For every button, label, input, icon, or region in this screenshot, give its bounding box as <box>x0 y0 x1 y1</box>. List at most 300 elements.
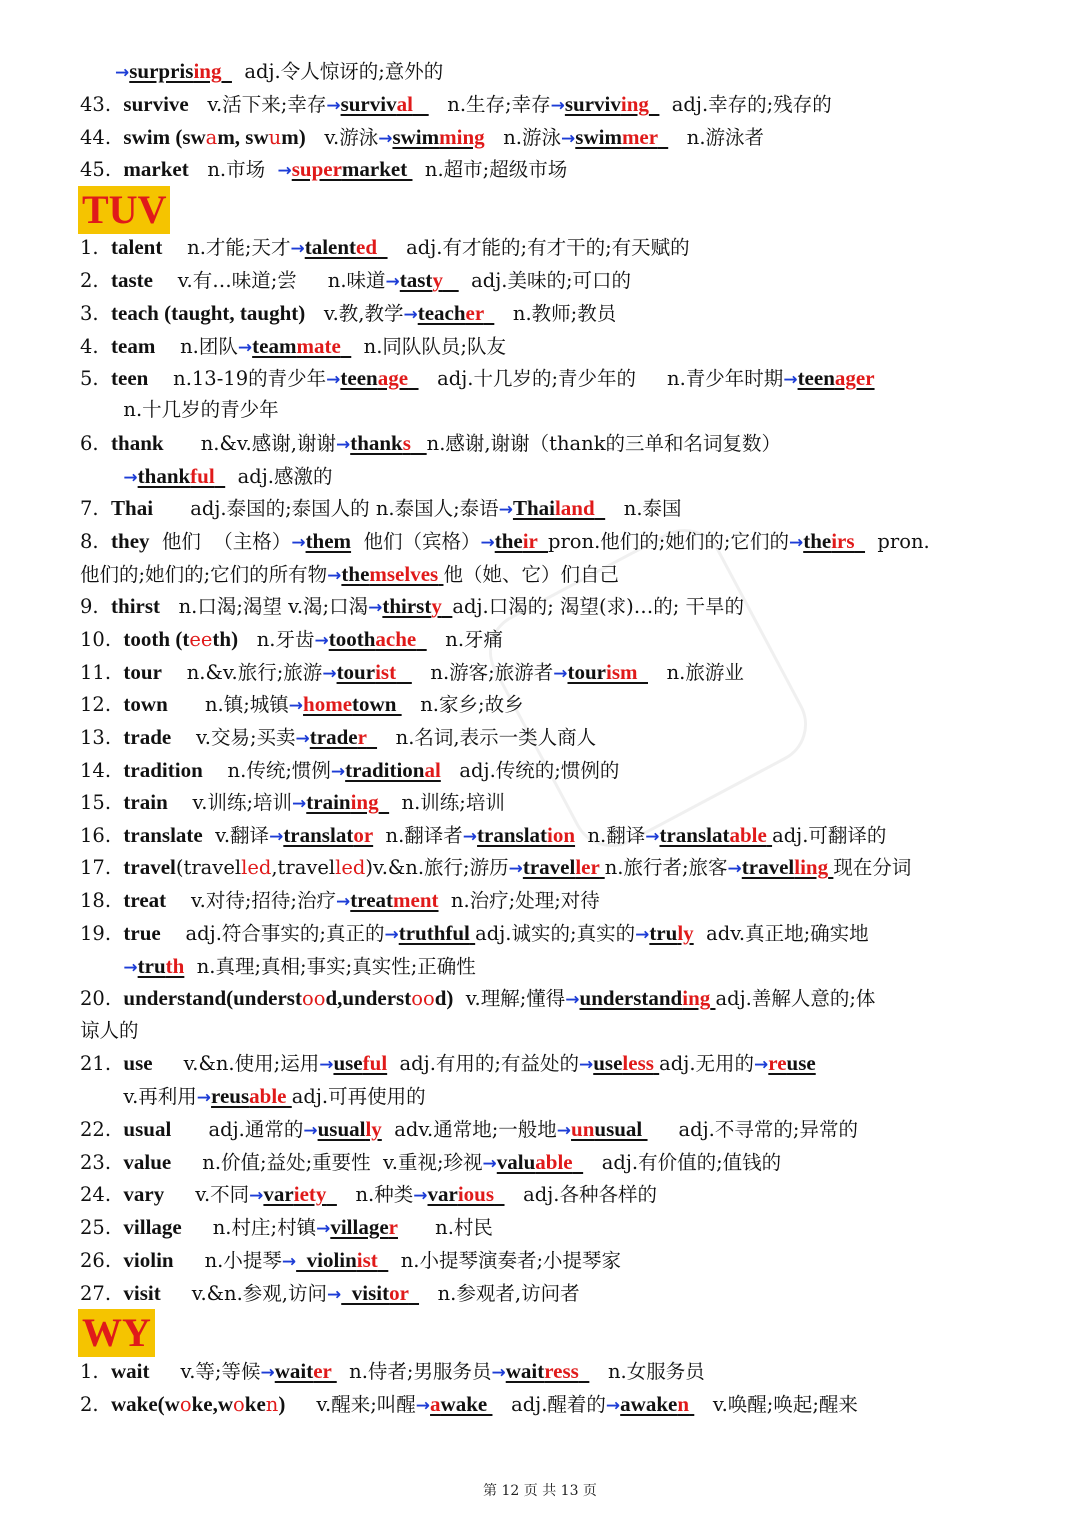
vocab-line <box>0 754 1080 786</box>
vocab-text: adj.感激的 <box>225 465 333 488</box>
vocab-text: ed <box>356 235 378 259</box>
vocab-text: th <box>165 954 185 978</box>
vocab-text: teen <box>340 366 378 390</box>
vocab-text: adj.通常的 <box>171 1118 304 1141</box>
vocab-text: team <box>252 334 297 358</box>
vocab-text: n.家乡;故乡 <box>401 693 524 716</box>
vocab-line <box>0 1080 1080 1112</box>
vocab-text: violin <box>296 1248 357 1272</box>
vocab-line <box>0 297 1080 329</box>
arrow-icon: → <box>550 96 565 116</box>
vocab-text: 16. <box>80 824 124 847</box>
vocab-text: adv.真正地;确实地 <box>693 922 869 945</box>
vocab-text: n.村庄;村镇 <box>181 1216 317 1239</box>
vocab-text: n.十几岁的青少年 <box>80 398 279 421</box>
vocab-text: v.教,教学 <box>305 302 404 325</box>
vocab-text <box>377 235 388 259</box>
vocab-text: 7. <box>80 497 112 520</box>
vocab-text <box>413 92 429 116</box>
vocab-text: al <box>424 758 441 782</box>
vocab-text: n.同队队员;队友 <box>351 335 506 358</box>
vocab-text: wake(w <box>111 1392 180 1416</box>
vocab-text: ress <box>544 1359 579 1383</box>
vocab-text: n.村民 <box>397 1216 493 1239</box>
arrow-icon: → <box>322 664 337 684</box>
vocab-text: thank <box>137 464 191 488</box>
vocab-text <box>649 92 660 116</box>
vocab-text: r <box>388 1215 398 1239</box>
vocab-text: n.感谢,谢谢（thank的三单和名词复数） <box>426 432 782 455</box>
vocab-text: truthful <box>398 921 470 945</box>
vocab-text: market <box>341 157 413 181</box>
vocab-text: teach (taught, taught) <box>111 301 306 325</box>
vocab-line <box>0 1178 1080 1210</box>
vocab-line <box>0 590 1080 622</box>
vocab-text <box>367 725 378 749</box>
vocab-text: n.口渴;渴望 v.渴;口渴 <box>160 595 369 618</box>
vocab-text <box>378 1248 389 1272</box>
vocab-text: n.13-19的青少年 <box>148 367 327 390</box>
vocab-text: town <box>123 692 168 716</box>
vocab-text: wait <box>274 1359 314 1383</box>
vocab-text: v.训练;培训 <box>167 791 293 814</box>
vocab-text: they <box>111 529 150 553</box>
vocab-text: n.翻译 <box>575 824 646 847</box>
vocab-text: wake <box>440 1392 493 1416</box>
arrow-icon: → <box>462 827 478 847</box>
vocab-text: v.交易;买卖 <box>171 726 296 749</box>
vocab-text: a <box>430 1392 441 1416</box>
vocab-text: 20. <box>80 987 124 1010</box>
vocab-text: Thai <box>512 496 555 520</box>
arrow-icon: → <box>754 1055 769 1075</box>
vocab-text: d,underst <box>325 986 412 1010</box>
vocab-text: 19. <box>80 922 124 945</box>
arrow-icon: → <box>288 696 304 716</box>
vocab-text: 26. <box>80 1249 124 1272</box>
vocab-text: tru <box>137 954 166 978</box>
vocab-line <box>0 1211 1080 1243</box>
vocab-text: ful <box>190 464 215 488</box>
vocab-text: n.生存;幸存 <box>428 93 551 116</box>
vocab-text: tooth (t <box>123 627 190 651</box>
vocab-text: irs <box>831 529 855 553</box>
vocab-text: 谅人的 <box>80 1019 139 1042</box>
section-header-wy: WY <box>78 1309 155 1357</box>
vocab-text: n.真理;真相;事实;真实性;正确性 <box>184 955 476 978</box>
vocab-text: home <box>303 692 353 716</box>
vocab-line <box>0 231 1080 263</box>
page-footer <box>0 1480 1080 1500</box>
vocab-text: 15. <box>80 791 124 814</box>
vocab-text: n.&v.感谢,谢谢 <box>163 432 336 455</box>
vocab-line <box>0 1244 1080 1276</box>
vocab-text: n.教师;教员 <box>494 302 617 325</box>
vocab-text: the <box>341 562 370 586</box>
vocab-text: n.女服务员 <box>589 1360 705 1383</box>
vocab-line <box>0 427 1080 459</box>
arrow-icon: → <box>314 631 329 651</box>
vocab-text: use <box>333 1051 363 1075</box>
vocab-text: n.游泳者 <box>668 126 765 149</box>
arrow-icon: → <box>319 1055 334 1075</box>
vocab-line <box>0 656 1080 688</box>
vocab-text: adj.可翻译的 <box>772 824 887 847</box>
vocab-text: travel <box>123 855 176 879</box>
vocab-text: translate <box>123 823 203 847</box>
vocab-text: n.泰国 <box>605 497 682 520</box>
vocab-text: o <box>233 1393 245 1416</box>
arrow-icon: → <box>378 129 393 149</box>
vocab-text: led <box>241 856 272 879</box>
vocab-text: adj.令人惊讶的;意外的 <box>231 60 444 83</box>
vocab-text: surpris <box>129 59 194 83</box>
vocab-text <box>215 464 226 488</box>
arrow-icon: → <box>335 435 351 455</box>
vocab-line <box>0 330 1080 362</box>
vocab-text: 2. <box>80 1393 112 1416</box>
vocab-text: ke <box>244 1392 266 1416</box>
vocab-text <box>658 125 669 149</box>
vocab-text: thank <box>111 431 164 455</box>
vocab-text: ing <box>350 790 379 814</box>
vocab-text: town <box>352 692 402 716</box>
vocab-text: adj.有价值的;值钱的 <box>583 1151 782 1174</box>
vocab-text: n.治疗;处理;对待 <box>438 889 600 912</box>
vocab-text: ,travel <box>271 856 336 879</box>
vocab-text: swim (sw <box>123 125 206 149</box>
vocab-line <box>0 721 1080 753</box>
vocab-text: u <box>268 126 282 149</box>
vocab-text: 2. <box>80 269 112 292</box>
arrow-icon: → <box>384 925 399 945</box>
vocab-text: led <box>335 856 366 879</box>
vocab-line <box>0 460 1080 492</box>
vocab-line <box>0 1355 1080 1387</box>
vocab-text: er <box>465 301 484 325</box>
vocab-line <box>0 121 1080 153</box>
vocab-text: n.牙齿 <box>238 628 315 651</box>
vocab-text: tour <box>567 660 606 684</box>
vocab-text: ache <box>375 627 417 651</box>
vocab-text: 1. <box>80 236 112 259</box>
vocab-text: 他（她、它）们自己 <box>443 563 619 586</box>
vocab-text: ment <box>393 888 439 912</box>
vocab-text: ler <box>575 855 600 879</box>
vocab-text: a <box>205 126 218 149</box>
vocab-text: land <box>554 496 595 520</box>
vocab-text: teach <box>417 301 466 325</box>
vocab-text: v.有…味道;尝 n.味道 <box>153 269 386 292</box>
arrow-icon: → <box>277 161 292 181</box>
vocab-text: oo <box>301 987 326 1010</box>
vocab-text <box>80 465 123 488</box>
vocab-text: violin <box>123 1248 174 1272</box>
vocab-text: travel <box>522 855 576 879</box>
vocab-text: swim <box>575 125 622 149</box>
vocab-text: var <box>427 1182 458 1206</box>
vocab-line <box>0 362 1080 394</box>
vocab-text <box>326 1182 337 1206</box>
vocab-text: n <box>677 1392 690 1416</box>
arrow-icon: → <box>561 129 576 149</box>
vocab-text: 27. <box>80 1282 124 1305</box>
vocab-text: ) <box>278 1392 286 1416</box>
vocab-text <box>411 431 427 455</box>
vocab-text <box>443 268 459 292</box>
arrow-icon: → <box>316 1219 331 1239</box>
vocab-line <box>0 1015 1080 1047</box>
vocab-text: oo <box>411 987 435 1010</box>
vocab-text: 25. <box>80 1216 124 1239</box>
vocab-text: 22. <box>80 1118 124 1141</box>
vocab-text: vary <box>123 1182 165 1206</box>
arrow-icon: → <box>326 370 341 390</box>
vocab-text: ist <box>356 1248 378 1272</box>
vocab-text: 10. <box>80 628 124 651</box>
arrow-icon: → <box>508 859 523 879</box>
vocab-text: wait <box>505 1359 545 1383</box>
vocab-text: n.才能;天才 <box>162 236 291 259</box>
vocab-text: ion <box>547 823 576 847</box>
vocab-line <box>0 492 1080 524</box>
vocab-text: or <box>389 1281 409 1305</box>
arrow-icon: → <box>326 1285 342 1305</box>
vocab-text: v.&n.使用;运用 <box>152 1052 320 1075</box>
vocab-text: s <box>402 431 411 455</box>
vocab-text: ious <box>457 1182 495 1206</box>
vocab-text: thank <box>350 431 403 455</box>
vocab-text: n.旅游业 <box>648 661 744 684</box>
vocab-text: age <box>377 366 409 390</box>
vocab-text: n.种类 <box>336 1183 414 1206</box>
vocab-text: al <box>396 92 413 116</box>
arrow-icon: → <box>578 1055 594 1075</box>
vocab-text: n.超市;超级市场 <box>412 158 568 181</box>
vocab-text: 9. <box>80 595 112 618</box>
vocab-text: ir <box>522 529 538 553</box>
vocab-line <box>0 153 1080 185</box>
vocab-text: v.等;等候 <box>149 1360 261 1383</box>
vocab-text: 现在分词 <box>833 856 912 879</box>
vocab-text: th) <box>212 627 239 651</box>
vocab-text: tradition <box>123 758 203 782</box>
vocab-text: ful <box>362 1051 388 1075</box>
vocab-text: 他们的;她们的;它们的所有物 <box>80 563 328 586</box>
vocab-text: ager <box>834 366 875 390</box>
vocab-text: adj.有才能的;有才干的;有天赋的 <box>387 236 690 259</box>
vocab-text <box>484 301 495 325</box>
vocab-text: 他们（宾格） <box>351 530 481 553</box>
vocab-text: n.参观者,访问者 <box>419 1282 580 1305</box>
vocab-text: n.训练;培训 <box>389 791 505 814</box>
vocab-text: awake <box>620 1392 678 1416</box>
vocab-text: 8. <box>80 530 112 553</box>
vocab-text: v.&n.参观,访问 <box>160 1282 327 1305</box>
vocab-text: adj.美味的;可口的 <box>458 269 632 292</box>
vocab-text: 6. <box>80 432 112 455</box>
vocab-line <box>0 982 1080 1014</box>
vocab-text: visit <box>341 1281 390 1305</box>
vocab-text: talent <box>111 235 163 259</box>
arrow-icon: → <box>788 533 804 553</box>
vocab-line <box>0 688 1080 720</box>
vocab-text <box>855 529 866 553</box>
vocab-text: travel <box>741 855 795 879</box>
arrow-icon: → <box>303 1121 318 1141</box>
vocab-text: tour <box>123 660 162 684</box>
vocab-text: adj.符合事实的;真正的 <box>160 922 385 945</box>
vocab-line <box>0 917 1080 949</box>
vocab-text: able <box>535 1150 573 1174</box>
vocab-text: v.唤醒;唤起;醒来 <box>694 1393 858 1416</box>
arrow-icon: → <box>480 533 495 553</box>
vocab-text <box>494 1182 505 1206</box>
vocab-text: ist <box>375 660 397 684</box>
vocab-text: v.活下来;幸存 <box>188 93 327 116</box>
arrow-icon: → <box>413 1186 428 1206</box>
vocab-text: less <box>622 1051 654 1075</box>
arrow-icon: → <box>727 859 742 879</box>
vocab-text: n <box>265 1393 279 1416</box>
vocab-text <box>442 594 453 618</box>
vocab-text: survive <box>123 92 189 116</box>
arrow-icon: → <box>336 892 351 912</box>
vocab-text <box>80 955 123 978</box>
vocab-text: ming <box>439 125 485 149</box>
vocab-text: ing <box>193 59 222 83</box>
vocab-line <box>0 55 1080 87</box>
vocab-text: v.不同 <box>164 1183 250 1206</box>
vocab-text: n.侍者;男服务员 <box>336 1360 492 1383</box>
vocab-line <box>0 525 1080 557</box>
vocab-text <box>221 59 232 83</box>
arrow-icon: → <box>403 305 418 325</box>
vocab-text: true <box>123 921 161 945</box>
vocab-text: n.市场 <box>188 158 278 181</box>
vocab-text: tooth <box>328 627 376 651</box>
vocab-line <box>0 264 1080 296</box>
vocab-text: usual <box>594 1117 648 1141</box>
vocab-text: ing <box>620 92 649 116</box>
vocab-text: 1. <box>80 1360 112 1383</box>
vocab-line <box>0 1047 1080 1079</box>
vocab-text: n.旅行者;旅客 <box>604 856 728 879</box>
vocab-text: valu <box>496 1150 536 1174</box>
vocab-text: adj.醒着的 <box>492 1393 606 1416</box>
vocab-text: adj.十几岁的;青少年的 n.青少年时期 <box>418 367 784 390</box>
vocab-text: tru <box>649 921 678 945</box>
arrow-icon: → <box>115 63 130 83</box>
vocab-line <box>0 1388 1080 1420</box>
arrow-icon: → <box>269 827 284 847</box>
arrow-icon: → <box>123 958 138 978</box>
arrow-icon: → <box>565 990 580 1010</box>
vocab-line <box>0 851 1080 883</box>
vocab-line <box>0 1277 1080 1309</box>
vocab-text: the <box>494 529 523 553</box>
vocab-text: or <box>353 823 374 847</box>
arrow-icon: → <box>783 370 798 390</box>
vocab-text: 5. <box>80 367 112 390</box>
vocab-text: n.团队 <box>155 335 238 358</box>
vocab-text: 18. <box>80 889 124 912</box>
vocab-text: them <box>305 529 352 553</box>
arrow-icon: → <box>635 925 650 945</box>
vocab-text <box>579 1359 590 1383</box>
vocab-text: n.小提琴 <box>173 1249 282 1272</box>
vocab-text: n.传统;惯例 <box>202 759 331 782</box>
vocab-line <box>0 88 1080 120</box>
vocab-line <box>0 1113 1080 1145</box>
arrow-icon: → <box>291 533 306 553</box>
arrow-icon: → <box>330 762 346 782</box>
vocab-line <box>0 950 1080 982</box>
vocab-text <box>396 660 412 684</box>
vocab-text: tradition <box>345 758 425 782</box>
vocab-text: n.价值;益处;重要性 v.重视;珍视 <box>171 1151 483 1174</box>
vocab-text: v.游泳 <box>305 126 379 149</box>
vocab-text <box>379 790 390 814</box>
vocab-text: adj.诚实的;真实的 <box>475 922 636 945</box>
vocab-text <box>638 660 649 684</box>
vocab-line <box>0 394 1080 426</box>
vocab-text: able <box>249 1084 287 1108</box>
arrow-icon: → <box>415 1396 431 1416</box>
arrow-icon: → <box>292 794 307 814</box>
vocab-text: adj.善解人意的;体 <box>715 987 876 1010</box>
vocab-text: adj.不寻常的;异常的 <box>647 1118 858 1141</box>
vocab-text: mate <box>296 334 341 358</box>
vocab-text: n.名词,表示一类人商人 <box>377 726 597 749</box>
vocab-text: thirst <box>111 594 161 618</box>
arrow-icon: → <box>249 1186 264 1206</box>
vocab-text: 3. <box>80 302 112 325</box>
vocab-text: Thai <box>111 496 154 520</box>
vocab-text: v.理解;懂得 <box>453 987 566 1010</box>
vocab-text: super <box>291 157 342 181</box>
arrow-icon: → <box>123 468 138 488</box>
vocab-text: n.&v.旅行;旅游 <box>161 661 323 684</box>
vocab-text: ee <box>189 628 213 651</box>
vocab-text: adj.幸存的;残存的 <box>659 93 832 116</box>
vocab-text: 13. <box>80 726 124 749</box>
vocab-text: n.牙痛 <box>426 628 504 651</box>
vocab-text <box>341 334 352 358</box>
vocab-text: er <box>313 1359 332 1383</box>
section-header-tuv: TUV <box>78 186 170 234</box>
vocab-text: able <box>729 823 767 847</box>
arrow-icon: → <box>556 1121 572 1141</box>
vocab-text: the <box>803 529 832 553</box>
vocab-text: v.对待;招待;治疗 <box>166 889 337 912</box>
vocab-text: adj.无用的 <box>659 1052 755 1075</box>
vocab-text: y <box>431 594 442 618</box>
vocab-text: market <box>123 157 189 181</box>
arrow-icon: → <box>290 239 305 259</box>
vocab-text: taste <box>111 268 153 292</box>
vocab-text: 12. <box>80 693 124 716</box>
arrow-icon: → <box>553 664 568 684</box>
vocab-text: y <box>432 268 443 292</box>
vocab-text: translat <box>659 823 730 847</box>
vocab-line <box>0 819 1080 851</box>
vocab-text: train <box>306 790 351 814</box>
arrow-icon: → <box>645 827 660 847</box>
vocab-text: adj.各种各样的 <box>504 1183 657 1206</box>
vocab-text: r <box>357 725 367 749</box>
vocab-text: ing <box>682 986 711 1010</box>
